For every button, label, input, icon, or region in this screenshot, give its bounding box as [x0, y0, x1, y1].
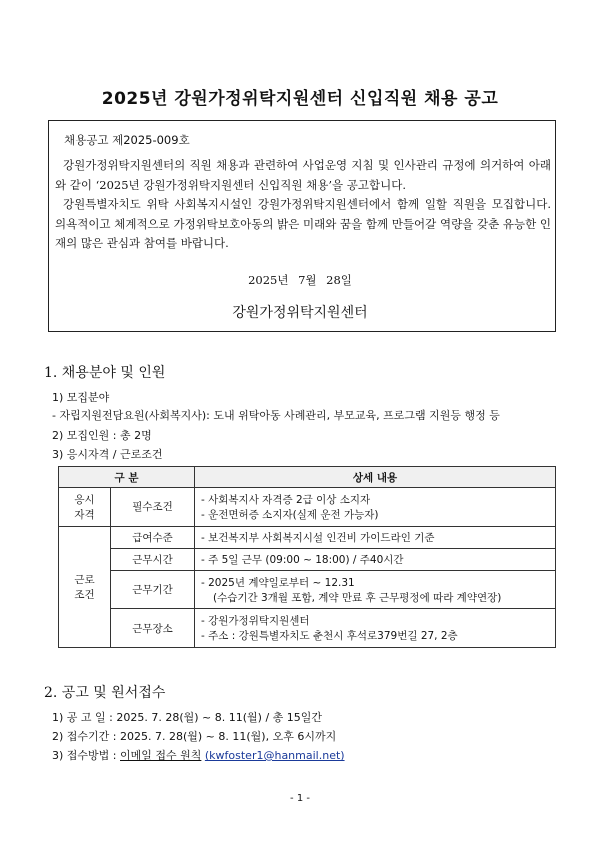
notice-paragraph-2: 강원특별자치도 위탁 사회복지시설인 강원가정위탁지원센터에서 함께 일할 직원을 모집합니다. 의욕적이고 체계적으로 가정위탁보호아동의 밝은 미래와 꿈을 함께 만들어갈 역량을 갖춘 유능한 인재의 많은 관심과 참여를 바랍니다. — [55, 197, 551, 250]
detail-line: - 주 5일 근무 (09:00 ~ 18:00) / 주40시간 — [201, 553, 404, 566]
notice-number: 채용공고 제2025-009호 — [64, 133, 190, 147]
row-label: 근무기간 — [111, 570, 195, 609]
table-row — [59, 570, 556, 609]
group-qualification: 응시 자격 — [59, 488, 111, 527]
section-2-heading: 2. 공고 및 원서접수 — [44, 685, 166, 701]
application-method-text: 이메일 접수 원칙 — [120, 749, 202, 762]
table-header-detail: 상세 내용 — [195, 467, 556, 488]
detail-line: - 보건복지부 사회복지시설 인건비 가이드라인 기준 — [201, 531, 435, 544]
detail-line: - 운전면허증 소지자(실제 운전 가능자) — [201, 508, 379, 521]
application-email-link[interactable]: (kwfoster1@hanmail.net) — [204, 749, 345, 762]
notice-organization: 강원가정위탁지원센터 — [232, 305, 368, 321]
notice-paragraph-1: 강원가정위탁지원센터의 직원 채용과 관련하여 사업운영 지침 및 인사관리 규정에 의거하여 아래와 같이 ‘2025년 강원가정위탁지원센터 신입직원 채용’을 공고합니다. — [55, 158, 551, 192]
announcement-period: 1) 공 고 일 : 2025. 7. 28(월) ~ 8. 11(월) / 총 15일간 — [52, 711, 323, 724]
page-title: 2025년 강원가정위탁지원센터 신입직원 채용 공고 — [101, 89, 499, 109]
group-working-conditions: 근로 조건 — [59, 526, 111, 647]
section-1-heading: 1. 채용분야 및 인원 — [44, 365, 166, 381]
row-label: 필수조건 — [111, 488, 195, 527]
row-detail — [195, 570, 556, 609]
row-label: 급여수준 — [111, 526, 195, 548]
detail-line: - 강원가정위탁지원센터 — [201, 615, 310, 628]
row-detail — [195, 488, 556, 527]
row-label: 근무장소 — [111, 609, 195, 648]
page-number: - 1 - — [290, 793, 310, 804]
table-row — [59, 609, 556, 648]
recruit-count: 2) 모집인원 : 총 2명 — [52, 429, 152, 442]
detail-line: (수습기간 3개월 포함, 계약 만료 후 근무평정에 따라 계약연장) — [213, 591, 502, 604]
application-method-label: 3) 접수방법 : — [52, 749, 120, 762]
table-header-category: 구 분 — [59, 467, 195, 488]
table-row — [59, 526, 556, 548]
conditions-table — [58, 466, 556, 648]
recruit-field-label: 1) 모집분야 — [52, 391, 110, 404]
row-detail — [195, 609, 556, 648]
detail-line: - 사회복지사 자격증 2급 이상 소지자 — [201, 493, 371, 506]
application-method — [52, 747, 345, 763]
notice-date: 2025년 7월 28일 — [248, 273, 352, 287]
qualification-label: 3) 응시자격 / 근로조건 — [52, 448, 163, 461]
table-row — [59, 488, 556, 527]
recruit-field-detail: - 자립지원전담요원(사회복지사): 도내 위탁아동 사례관리, 부모교육, 프로그램 지원등 행정 등 — [52, 409, 500, 422]
table-header-row — [59, 467, 556, 488]
row-label: 근무시간 — [111, 548, 195, 570]
detail-line: - 주소 : 강원특별자치도 춘천시 후석로379번길 27, 2층 — [201, 630, 458, 643]
row-detail — [195, 526, 556, 548]
application-period: 2) 접수기간 : 2025. 7. 28(월) ~ 8. 11(월), 오후 6시까지 — [52, 730, 337, 743]
table-row — [59, 548, 556, 570]
detail-line: - 2025년 계약일로부터 ~ 12.31 — [201, 576, 355, 589]
notice-body — [55, 156, 551, 254]
row-detail — [195, 548, 556, 570]
